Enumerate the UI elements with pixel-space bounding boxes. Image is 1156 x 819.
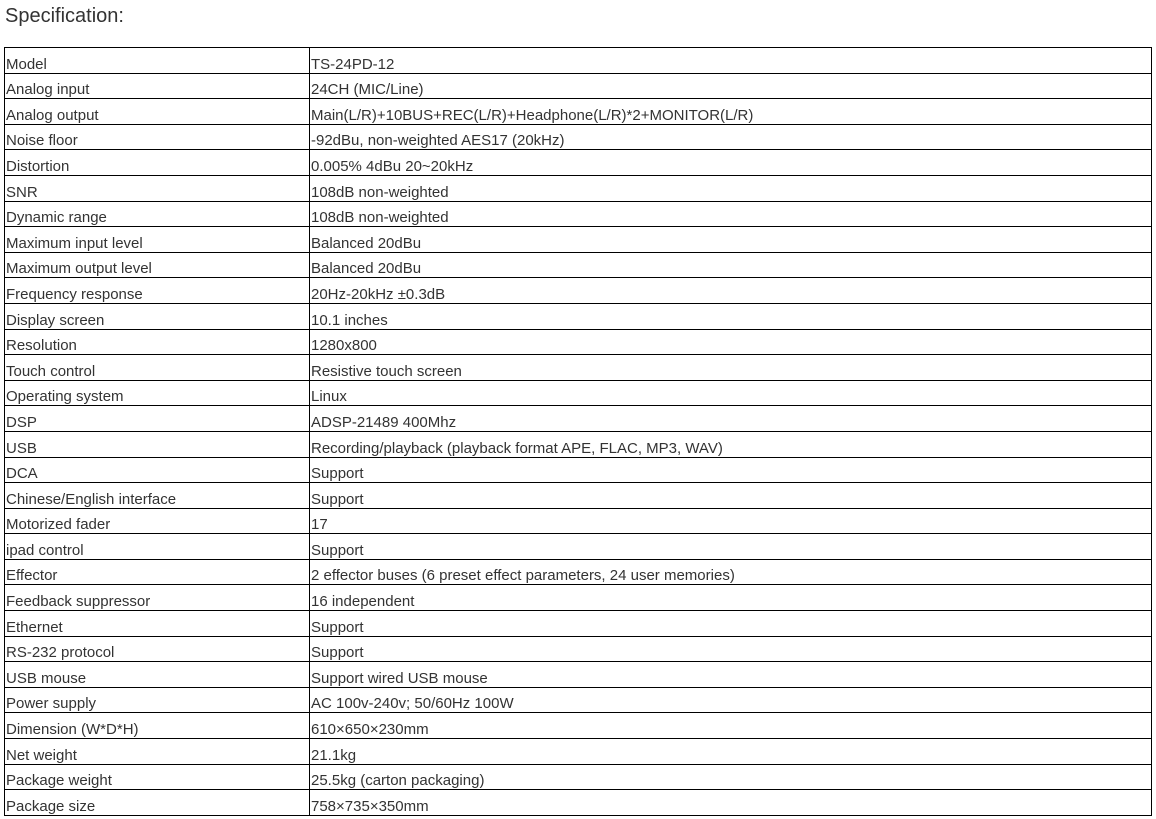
spec-name-cell: Effector bbox=[5, 559, 310, 585]
spec-value-cell: 108dB non-weighted bbox=[310, 175, 1152, 201]
table-row bbox=[5, 73, 1152, 99]
table-row bbox=[5, 790, 1152, 816]
spec-value-cell: 24CH (MIC/Line) bbox=[310, 73, 1152, 99]
table-row bbox=[5, 662, 1152, 688]
spec-name-cell: DSP bbox=[5, 406, 310, 432]
table-row bbox=[5, 380, 1152, 406]
table-row bbox=[5, 303, 1152, 329]
spec-table bbox=[4, 47, 1152, 816]
spec-name-cell: DCA bbox=[5, 457, 310, 483]
spec-value-cell: Support bbox=[310, 534, 1152, 560]
spec-name-cell: Dynamic range bbox=[5, 201, 310, 227]
spec-name-cell: Touch control bbox=[5, 355, 310, 381]
table-row bbox=[5, 431, 1152, 457]
table-row bbox=[5, 559, 1152, 585]
table-row bbox=[5, 329, 1152, 355]
table-row bbox=[5, 252, 1152, 278]
spec-value-cell: 610×650×230mm bbox=[310, 713, 1152, 739]
spec-name-cell: Noise floor bbox=[5, 124, 310, 150]
spec-name-cell: Package weight bbox=[5, 764, 310, 790]
spec-name-cell: Maximum input level bbox=[5, 227, 310, 253]
table-row bbox=[5, 124, 1152, 150]
spec-name-cell: USB mouse bbox=[5, 662, 310, 688]
spec-name-cell: RS-232 protocol bbox=[5, 636, 310, 662]
spec-value-cell: 108dB non-weighted bbox=[310, 201, 1152, 227]
table-row bbox=[5, 278, 1152, 304]
spec-name-cell: Net weight bbox=[5, 739, 310, 765]
table-row bbox=[5, 636, 1152, 662]
spec-value-cell: Linux bbox=[310, 380, 1152, 406]
spec-value-cell: 0.005% 4dBu 20~20kHz bbox=[310, 150, 1152, 176]
spec-name-cell: Analog input bbox=[5, 73, 310, 99]
spec-name-cell: Analog output bbox=[5, 99, 310, 125]
spec-value-cell: Support bbox=[310, 611, 1152, 637]
spec-value-cell: Balanced 20dBu bbox=[310, 227, 1152, 253]
spec-name-cell: Model bbox=[5, 48, 310, 74]
spec-value-cell: 2 effector buses (6 preset effect parameters, 24 user memories) bbox=[310, 559, 1152, 585]
table-row bbox=[5, 611, 1152, 637]
spec-value-cell: ADSP-21489 400Mhz bbox=[310, 406, 1152, 432]
spec-name-cell: Display screen bbox=[5, 303, 310, 329]
table-row bbox=[5, 687, 1152, 713]
spec-value-cell: 1280x800 bbox=[310, 329, 1152, 355]
spec-value-cell: Balanced 20dBu bbox=[310, 252, 1152, 278]
spec-value-cell: 17 bbox=[310, 508, 1152, 534]
table-row bbox=[5, 201, 1152, 227]
spec-value-cell: 16 independent bbox=[310, 585, 1152, 611]
spec-name-cell: Power supply bbox=[5, 687, 310, 713]
table-row bbox=[5, 483, 1152, 509]
spec-name-cell: Frequency response bbox=[5, 278, 310, 304]
spec-name-cell: Motorized fader bbox=[5, 508, 310, 534]
spec-name-cell: Distortion bbox=[5, 150, 310, 176]
table-row bbox=[5, 175, 1152, 201]
table-row bbox=[5, 534, 1152, 560]
spec-value-cell: AC 100v-240v; 50/60Hz 100W bbox=[310, 687, 1152, 713]
spec-name-cell: Dimension (W*D*H) bbox=[5, 713, 310, 739]
spec-value-cell: 21.1kg bbox=[310, 739, 1152, 765]
spec-value-cell: 10.1 inches bbox=[310, 303, 1152, 329]
table-row bbox=[5, 150, 1152, 176]
spec-value-cell: 758×735×350mm bbox=[310, 790, 1152, 816]
table-row bbox=[5, 457, 1152, 483]
table-row bbox=[5, 739, 1152, 765]
table-row bbox=[5, 713, 1152, 739]
table-row bbox=[5, 99, 1152, 125]
table-row bbox=[5, 355, 1152, 381]
table-row bbox=[5, 764, 1152, 790]
spec-name-cell: SNR bbox=[5, 175, 310, 201]
spec-value-cell: Main(L/R)+10BUS+REC(L/R)+Headphone(L/R)*2+MONITOR(L/R) bbox=[310, 99, 1152, 125]
spec-name-cell: Chinese/English interface bbox=[5, 483, 310, 509]
spec-value-cell: Recording/playback (playback format APE, FLAC, MP3, WAV) bbox=[310, 431, 1152, 457]
spec-value-cell: Support bbox=[310, 636, 1152, 662]
spec-value-cell: TS-24PD-12 bbox=[310, 48, 1152, 74]
spec-value-cell: 25.5kg (carton packaging) bbox=[310, 764, 1152, 790]
spec-table-body bbox=[5, 48, 1152, 816]
spec-value-cell: Support bbox=[310, 457, 1152, 483]
spec-value-cell: -92dBu, non-weighted AES17 (20kHz) bbox=[310, 124, 1152, 150]
table-row bbox=[5, 508, 1152, 534]
spec-name-cell: Operating system bbox=[5, 380, 310, 406]
spec-value-cell: Resistive touch screen bbox=[310, 355, 1152, 381]
table-row bbox=[5, 48, 1152, 74]
table-row bbox=[5, 585, 1152, 611]
table-row bbox=[5, 227, 1152, 253]
spec-name-cell: Ethernet bbox=[5, 611, 310, 637]
spec-name-cell: ipad control bbox=[5, 534, 310, 560]
spec-name-cell: Feedback suppressor bbox=[5, 585, 310, 611]
table-row bbox=[5, 406, 1152, 432]
spec-name-cell: Resolution bbox=[5, 329, 310, 355]
spec-value-cell: 20Hz-20kHz ±0.3dB bbox=[310, 278, 1152, 304]
spec-value-cell: Support bbox=[310, 483, 1152, 509]
spec-name-cell: Maximum output level bbox=[5, 252, 310, 278]
spec-name-cell: USB bbox=[5, 431, 310, 457]
spec-name-cell: Package size bbox=[5, 790, 310, 816]
page-title: Specification: bbox=[5, 5, 124, 27]
spec-value-cell: Support wired USB mouse bbox=[310, 662, 1152, 688]
